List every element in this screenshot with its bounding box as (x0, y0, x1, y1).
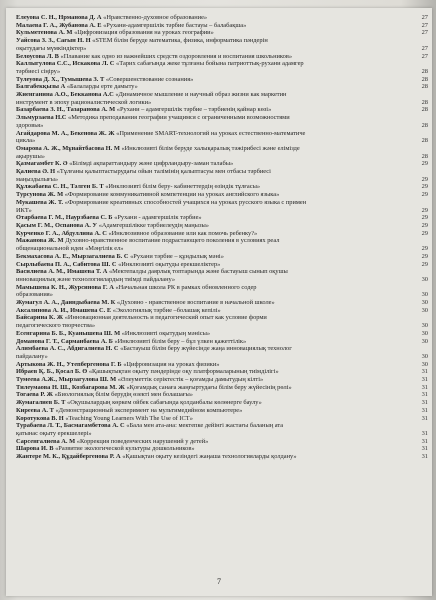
toc-entry-page-number: 29 (421, 245, 428, 253)
toc-entry-title: «Инклюзивті оқытудың мәнісы» (121, 329, 211, 337)
toc-entry-page-number: 29 (421, 229, 428, 237)
toc-entry (16, 68, 428, 76)
toc-entry-title: образования» (16, 291, 53, 299)
toc-entry-text (16, 307, 221, 314)
table-of-contents (16, 14, 428, 461)
toc-entry (16, 137, 428, 145)
toc-entry-text (16, 415, 193, 422)
toc-entry (16, 284, 428, 292)
toc-entry-title: «Қашықтықтан оқыту пәндерінде оқу платформаларының тиімділігі» (88, 368, 279, 376)
toc-entry-title: «Әлеуметтік серіктестік – қоғамды дамытудың кілті» (117, 376, 264, 384)
page-number: 7 (217, 577, 221, 586)
toc-entry (16, 322, 428, 330)
toc-entry-text (16, 453, 297, 460)
toc-entry-title: «Қоғамдық санаға жаңғыртудағы білім беру жүйесінің рөлі» (126, 383, 292, 391)
toc-entry-page-number: 29 (421, 221, 428, 229)
toc-entry-page-number: 29 (421, 206, 428, 214)
toc-entry-title: цикла» (16, 137, 36, 145)
toc-entry-text (16, 168, 271, 175)
toc-entry-text (16, 384, 292, 391)
toc-entry-title: «Рухани тәрбие – құндылық мәні» (130, 252, 224, 260)
toc-entry-text (16, 214, 202, 221)
toc-entry-text (16, 314, 267, 321)
toc-entry-text (16, 230, 257, 237)
toc-entry-page-number: 30 (421, 352, 428, 360)
toc-entry-page-number: 30 (421, 306, 428, 314)
toc-entry-authors: Кульметенова А. М (16, 29, 73, 37)
toc-entry (16, 361, 428, 369)
toc-entry-page-number: 29 (421, 214, 428, 222)
toc-entry-page-number: 31 (421, 437, 428, 445)
toc-entry-text (16, 368, 279, 375)
toc-entry-page-number: 30 (421, 322, 428, 330)
toc-entry-authors: Отарбаева Г. М., Наурзбаева С. Б (16, 214, 113, 222)
toc-entry-authors: Алимбаева А. С., Абдигалиева Н. С (16, 345, 119, 353)
toc-entry-title: «Биологиялық білім берудің өзекті мен болашағы» (54, 391, 194, 399)
toc-entry (16, 214, 428, 222)
toc-entry-text (16, 122, 43, 129)
toc-entry-title: общенациональной идеи «Мәңгілік ел» (16, 245, 124, 253)
toc-entry-authors: Турабаева Л. Т., Басмагамбетова А. С (16, 422, 125, 430)
toc-entry (16, 114, 428, 122)
toc-entry-title: «Бала мен ата-ана: мектепке дейінгі жастағы баланың ата (126, 422, 284, 430)
toc-entry-title: «Білімді ақпараттандыру және цифрландыру-заман талабы» (69, 160, 234, 168)
toc-entry-page-number: 28 (421, 121, 428, 129)
toc-entry-authors: Каллыгулова С.С., Искакова Л. С (16, 60, 115, 68)
toc-entry-text (16, 345, 292, 352)
toc-entry-page-number: 30 (421, 299, 428, 307)
toc-entry-authors: Елеуова С. Н., Нрманова Д. А (16, 14, 102, 21)
toc-entry (16, 245, 428, 253)
toc-entry (16, 314, 428, 322)
toc-entry-text (16, 37, 268, 44)
toc-entry-text (16, 199, 306, 206)
toc-entry-text (16, 276, 175, 283)
toc-entry-page-number: 28 (421, 75, 428, 83)
toc-entry (16, 261, 428, 269)
toc-entry-page-number: 30 (421, 291, 428, 299)
toc-entry-title: пайдалану» (16, 352, 48, 360)
toc-entry-title: «Инклюзивті білім беру- кабинеттердің өзіндік тұлғасы» (105, 183, 261, 191)
toc-entry-text (16, 237, 279, 244)
toc-entry (16, 330, 428, 338)
toc-entry-text (16, 353, 48, 360)
toc-entry-authors: Василиева А. М., Имашева Т. А (16, 268, 108, 276)
toc-entry-title: «Инклюзивті білім беру – бұл үлкен қажеттілік» (114, 337, 247, 345)
toc-entry-title: «Балаларды ерте дамыту» (66, 83, 138, 91)
toc-entry (16, 222, 428, 230)
toc-entry-text (16, 176, 58, 183)
toc-entry-authors: Белоусова Л. В (16, 52, 59, 60)
toc-entry (16, 453, 428, 461)
toc-entry-title: «Рухани-адамгершілік тәрбие бастауы – балабақша» (103, 21, 247, 29)
toc-entry-authors: Сырлыбаева П. А., Сабитова Ш. С (16, 260, 117, 268)
toc-entry-title: инновациялық және технологиялардың тиімді пайдалану» (16, 275, 176, 283)
toc-entry-text (16, 106, 271, 113)
toc-entry (16, 99, 428, 107)
toc-entry-page-number: 31 (421, 383, 428, 391)
toc-entry-text (16, 29, 214, 36)
toc-entry-authors: Құлжабаева С. Н., Тәлген Б. Т (16, 183, 104, 191)
toc-entry-authors: Киреева А. Т (16, 406, 54, 414)
toc-entry-authors: Ибраев Қ. Б., Қосал Б. Ө (16, 368, 88, 376)
toc-entry-text (16, 399, 262, 406)
toc-entry-text (16, 422, 283, 429)
toc-entry-page-number: 29 (421, 183, 428, 191)
toc-entry (16, 199, 428, 207)
toc-entry-text (16, 330, 210, 337)
toc-entry-title: «Қашықтан оқыту кезіндегі жаңаша технологияларды қолдану» (122, 453, 297, 461)
toc-entry-title: «Инклюзивное образование или как помочь ребенку?» (108, 229, 258, 237)
toc-entry-page-number: 30 (421, 360, 428, 368)
toc-entry-text (16, 60, 304, 67)
toc-entry-title: «Тұлғаны қалыптастырудағы ойын талімінің қалыптасуы мен отбасы тәрбиесі (56, 168, 271, 176)
toc-entry-page-number: 27 (421, 44, 428, 52)
toc-entry (16, 268, 428, 276)
toc-entry (16, 176, 428, 184)
toc-entry-authors: Тогаева Р. Ж (16, 391, 53, 399)
toc-entry-text (16, 245, 124, 252)
toc-entry-authors: Малаева Г. А., Жубанова А. Е (16, 21, 102, 29)
toc-entry-page-number: 29 (421, 160, 428, 168)
toc-entry-page-number: 28 (421, 98, 428, 106)
toc-entry-authors: Базарбаева З. Н., Тазаранова А. М (16, 106, 116, 114)
toc-entry-title: «Цифровизация образования на уроках географии» (74, 29, 214, 37)
toc-entry-title: ақырушы» (16, 152, 45, 160)
toc-entry-page-number: 27 (421, 21, 428, 29)
toc-entry-text (16, 291, 53, 298)
toc-entry-page-number: 30 (421, 337, 428, 345)
toc-entry-page-number: 31 (421, 453, 428, 461)
toc-entry-text (16, 114, 290, 121)
toc-entry-page-number: 31 (421, 429, 428, 437)
toc-entry-title: «Формирование креативных способностей учащихся на уроках русского языка с примен (64, 198, 307, 206)
toc-entry-title: «Рухани – адамгершілік тәрбие – тәрбиенің қайнар көзі» (116, 106, 272, 114)
toc-entry (16, 368, 428, 376)
toc-entry (16, 237, 428, 245)
toc-entry-authors: Агайдарова М. А., Бекенова Ж. Ж (16, 129, 115, 137)
toc-entry-title: «Динамичное мышление и научный образ жизни как маркетин (115, 91, 287, 99)
toc-entry-title: «Совершенствование сознания» (105, 75, 194, 83)
toc-entry-title: «Экологиялық тәрбие –болашақ кепілі» (112, 306, 221, 314)
toc-entry (16, 376, 428, 384)
toc-entry-authors: Турсунова Ж. М (16, 191, 64, 199)
toc-entry-page-number: 28 (421, 137, 428, 145)
toc-entry-text (16, 99, 151, 106)
toc-entry-text (16, 338, 246, 345)
toc-entry-text (16, 91, 286, 98)
toc-entry (16, 430, 428, 438)
toc-entry (16, 415, 428, 423)
toc-entry (16, 438, 428, 446)
toc-entry-title: ИКТ» (16, 206, 32, 214)
toc-entry-title: «Коррекция поведенческих нарушений у детей» (76, 437, 209, 445)
toc-entry-title: «Методика преподавания географии учащимся с ограниченными возможностями (68, 114, 290, 122)
toc-entry-title: «Нравственно-духовное образование» (103, 14, 208, 21)
toc-entry-text (16, 145, 300, 152)
toc-entry-authors: Есенгарина Б. Б., Куанышева Ш. М (16, 329, 121, 337)
toc-entry-title: «Бастауыш білім беру жүйесінде жаңа инновациялық технолог (120, 345, 292, 353)
toc-entry-text (16, 14, 207, 21)
toc-entry-title: «Инклюзивті білім беруде халықаралық тәжірибесі және елімізде (121, 144, 300, 152)
toc-entry (16, 345, 428, 353)
toc-entry-page-number: 31 (421, 399, 428, 407)
toc-entry-title: «Адамгершілікке тәрбиелеудің маңызы» (98, 221, 209, 229)
toc-entry (16, 307, 428, 315)
toc-entry-title: «Оқушылардың көркем ойбек сабағында қолданбалы көлөнерге баулу» (67, 399, 262, 407)
toc-entry-authors: Омарова А. Ж., Мұнайтбасова Н. М (16, 144, 120, 152)
toc-entry-title: педагогического творчества» (16, 322, 96, 330)
toc-entry-authors: Қасым Г. М., Оспанова А. У (16, 221, 98, 229)
toc-entry-text (16, 268, 288, 275)
toc-entry-title: «Мектепалды даярлық топтарында және бастауыш сынып оқушы (108, 268, 288, 276)
toc-entry-authors: Мажанова Ж. М (16, 237, 64, 245)
toc-entry-title: «Цифровизация на уроках физики» (123, 360, 220, 368)
toc-entry-title: «Начальная школа РК в рамках обновленного содер (115, 283, 257, 291)
toc-entry-page-number: 31 (421, 414, 428, 422)
document-page (6, 8, 432, 596)
toc-entry-authors: Мамышева К. Н., Журсинова Г. А (16, 283, 114, 291)
toc-entry (16, 384, 428, 392)
toc-entry-text (16, 183, 260, 190)
toc-entry-text (16, 253, 224, 260)
toc-entry-text (16, 222, 209, 229)
toc-entry-title: «Teaching Young Learners With The Use of ICT» (65, 414, 193, 422)
toc-entry (16, 22, 428, 30)
toc-entry-text (16, 191, 279, 198)
toc-entry-title: «Развитие экологической культуры дошкольников» (55, 445, 195, 453)
toc-entry-page-number: 27 (421, 14, 428, 21)
toc-entry-text (16, 407, 242, 414)
toc-entry-page-number: 31 (421, 406, 428, 414)
toc-entry-title: «STEM білім беруде математика, физика, информатика пәндерін (92, 37, 268, 45)
toc-entry (16, 45, 428, 53)
toc-entry-text (16, 153, 45, 160)
toc-entry (16, 106, 428, 114)
toc-entry-text (16, 160, 233, 167)
toc-entry (16, 230, 428, 238)
toc-entry (16, 207, 428, 215)
toc-entry-text (16, 438, 208, 445)
toc-entry-authors: Қалиева Ә. Н (16, 168, 56, 176)
toc-entry-title: оқытудағы мүмкіндіктер» (16, 44, 87, 52)
toc-entry (16, 253, 428, 261)
toc-entry-authors: Бекмахасова А. Е., Мырзагалиева Б. С (16, 252, 129, 260)
toc-entry-text (16, 68, 60, 75)
toc-entry-text (16, 445, 195, 452)
toc-entry-authors: Доманова Г. Т., Сарманбаева А. Б (16, 337, 113, 345)
toc-entry (16, 76, 428, 84)
toc-entry-authors: Мукашева Ж. Т. (16, 198, 64, 206)
toc-entry-authors: Шарова И. В (16, 445, 54, 453)
toc-entry-title: «Формирование коммуникативной компетенции на уроках английского языка» (64, 191, 280, 199)
toc-entry (16, 14, 428, 22)
toc-entry-text (16, 322, 95, 329)
toc-entry-authors: Тулеуова Д. Х., Тумышева З. Т (16, 75, 105, 83)
toc-entry (16, 353, 428, 361)
toc-entry-page-number: 28 (421, 106, 428, 114)
toc-entry (16, 338, 428, 346)
toc-entry-text (16, 261, 220, 268)
toc-entry-page-number: 29 (421, 252, 428, 260)
toc-entry-title: «Демонстрационный эксперимент на мультимедийном компьютере» (55, 406, 243, 414)
toc-entry-text (16, 130, 305, 137)
toc-entry-page-number: 29 (421, 260, 428, 268)
toc-entry-title: «Применение SMART-технологий на уроках естественно-математиче (116, 129, 306, 137)
toc-entry-page-number: 31 (421, 376, 428, 384)
toc-entry-page-number: 28 (421, 83, 428, 91)
toc-entry-authors: Курченко Г. А., Абдуллина А. С (16, 229, 107, 237)
toc-entry (16, 191, 428, 199)
toc-entry-text (16, 207, 32, 214)
toc-entry-page-number: 30 (421, 329, 428, 337)
toc-entry-text (16, 284, 256, 291)
toc-entry (16, 422, 428, 430)
toc-entry-page-number: 28 (421, 67, 428, 75)
toc-entry (16, 122, 428, 130)
toc-entry-text (16, 83, 138, 90)
toc-entry-authors: Жиенганина А.О., Бекканова А.С (16, 91, 114, 99)
toc-entry-authors: Жантере М. К., Құдайбергенова Р. А (16, 453, 121, 461)
toc-entry-page-number: 29 (421, 191, 428, 199)
toc-entry-title: маңыздылығы» (16, 175, 59, 183)
toc-entry-authors: Артыкова Ж. Н., Утепбергенова Г. Б (16, 360, 122, 368)
toc-entry-title: «Инклюзивті оқытуды ерекшеліктер» (118, 260, 221, 268)
toc-entry-authors: Уайсова З. З., Сағын Н. Н (16, 37, 91, 45)
toc-entry (16, 168, 428, 176)
toc-entry-authors: Жумагул А. А., Даиндыбаева М. К (16, 299, 116, 307)
toc-entry-authors: Тумеева А.Ж., Мырзагулова Ш. М (16, 376, 117, 384)
toc-entry (16, 299, 428, 307)
toc-entry-title: Духовно-нравственное воспитание подрастающего поколения в условиях реал (65, 237, 280, 245)
toc-entry-authors: Аксалинова А. И., Имашева С. Е (16, 306, 112, 314)
toc-entry-title: «Духовно - нравственное воспитание в начальной школе» (116, 299, 275, 307)
toc-entry-page-number: 31 (421, 391, 428, 399)
toc-entry (16, 399, 428, 407)
toc-entry (16, 160, 428, 168)
toc-entry-authors: Тилеумаова Н. Ш., Козбагарова М. Ж (16, 383, 125, 391)
toc-entry-text (16, 22, 246, 29)
toc-entry (16, 130, 428, 138)
toc-entry-title: здоровья» (16, 121, 44, 129)
toc-entry (16, 445, 428, 453)
toc-entry (16, 91, 428, 99)
toc-entry-authors: Коротукова В. Н (16, 414, 64, 422)
toc-entry-text (16, 137, 35, 144)
toc-entry-title: қатынас оқыту ерекшелері» (16, 429, 92, 437)
toc-entry-page-number: 31 (421, 445, 428, 453)
toc-entry-page-number: 29 (421, 175, 428, 183)
toc-entry-authors: Қазмагамбет К. Ә (16, 160, 68, 168)
toc-entry-page-number: 30 (421, 275, 428, 283)
toc-entry (16, 183, 428, 191)
toc-entry-title: «Тарих сабағында жеке тұлғаны бойына патриоттық-рухани адамгер (116, 60, 304, 68)
toc-entry-title: инструмент в эпоху рационалистической логики» (16, 98, 152, 106)
toc-entry-text (16, 53, 292, 60)
toc-entry-page-number: 31 (421, 368, 428, 376)
toc-entry (16, 83, 428, 91)
toc-entry-authors: Сарсенгалиева А. М (16, 437, 76, 445)
toc-entry (16, 37, 428, 45)
toc-entry-text (16, 430, 92, 437)
toc-entry (16, 391, 428, 399)
toc-entry (16, 53, 428, 61)
toc-entry-authors: Балгабекқызы А (16, 83, 66, 91)
toc-entry (16, 291, 428, 299)
toc-entry-page-number: 28 (421, 152, 428, 160)
toc-entry (16, 153, 428, 161)
toc-entry-authors: Байсарина К. Ж (16, 314, 64, 322)
toc-entry (16, 145, 428, 153)
toc-entry-title: тәрбиесі сіңіру» (16, 67, 61, 75)
toc-entry-title: «Плавание как одно из важнейших средств оздоровления и воспитания школьников» (60, 52, 293, 60)
toc-entry-text (16, 361, 219, 368)
toc-entry (16, 407, 428, 415)
toc-entry-page-number: 27 (421, 52, 428, 60)
toc-entry (16, 60, 428, 68)
toc-entry-authors: Эльмурзаева Н.С (16, 114, 67, 122)
toc-entry-authors: Жумагалиев Б. Т (16, 399, 66, 407)
toc-entry-text (16, 391, 193, 398)
toc-entry (16, 276, 428, 284)
toc-entry-title: «Инновационная деятельность и педагогический опыт как условие форми (64, 314, 267, 322)
toc-entry-text (16, 299, 275, 306)
toc-entry-text (16, 76, 193, 83)
toc-entry-text (16, 376, 263, 383)
toc-entry-title: «Рухани - адамгершілік тәрбие» (114, 214, 202, 222)
toc-entry-text (16, 45, 86, 52)
toc-entry-page-number: 27 (421, 29, 428, 37)
toc-entry (16, 29, 428, 37)
